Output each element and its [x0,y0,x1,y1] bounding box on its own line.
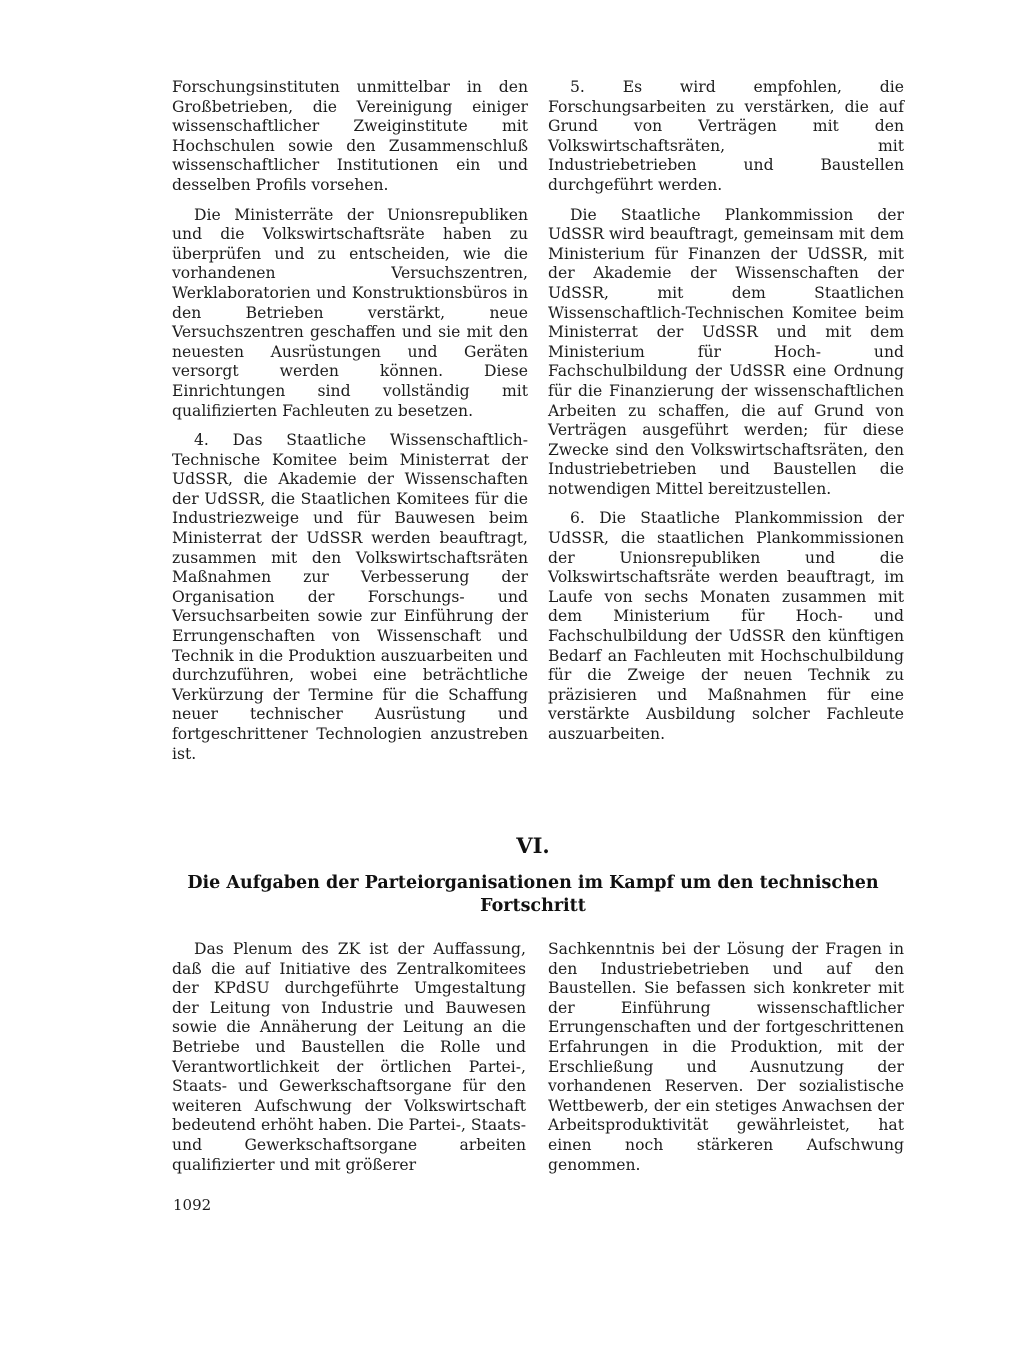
paragraph: Forschungsinstituten unmittelbar in den Großbetrieben, die Vereinigung einiger wissenschaftlicher Zweiginstitute mit Hochschulen sowie den Zusammenschluß wissenschaftlicher Institutionen ein und desselben Profils vorsehen. [172,78,528,194]
lower-right-column [548,940,904,1185]
paragraph: Das Plenum des ZK ist der Auffassung, daß die auf Initiative des Zentralkomitees der KPdSU durchgeführte Umgestaltung der Leitung von Industrie und Bauwesen sowie die Annäherung der Leitung an die Betriebe und Baustellen die Rolle und Verantwortlichkeit der örtlichen Partei-, Staats- und Gewerkschaftsorgane für den weiteren Aufschwung der Volkswirtschaft bedeutend erhöht haben. Die Partei-, Staats- und Gewerkschaftsorgane arbeiten qualifizierter und mit größerer [172,940,526,1174]
page-number: 1092 [173,1196,212,1214]
paragraph: 6. Die Staatliche Plankommission der UdSSR, die staatlichen Plankommissionen der Unionsrepubliken und die Volkswirtschaftsräte werden beauftragt, im Laufe von sechs Monaten zusammen mit dem Ministerium für Hoch- und Fachschulbildung der UdSSR den künftigen Bedarf an Fachleuten mit Hochschulbildung für die Zweige der neuen Technik zu präzisieren und Maßnahmen für eine verstärkte Ausbildung solcher Fachleute auszuarbeiten. [548,509,904,743]
paragraph: Die Staatliche Plankommission der UdSSR wird beauftragt, gemeinsam mit dem Ministerium für Finanzen der UdSSR, mit der Akademie der Wissenschaften der UdSSR, mit dem Staatlichen Wissenschaftlich-Technischen Komitee beim Ministerrat der UdSSR und mit dem Ministerium für Hoch- und Fachschulbildung der UdSSR eine Ordnung für die Finanzierung der wissenschaftlichen Arbeiten zu schaffen, die auf Grund von Verträgen ausgeführt werden; für diese Zwecke sind den Volkswirtschaftsräten, den Industriebetrieben und Baustellen die notwendigen Mittel bereitzustellen. [548,205,904,498]
lower-left-column [172,940,526,1185]
upper-right-column [548,78,904,755]
upper-left-column [172,78,528,774]
section-number: VI. [516,833,550,858]
paragraph: Sachkenntnis bei der Lösung der Fragen in den Industriebetrieben und auf den Baustellen. Sie befassen sich konkreter mit der Einführung wissenschaftlicher Errungenschaften und der fortgeschrittenen Erfahrungen in die Produktion, mit der Erschließung und Ausnutzung der vorhandenen Reserven. Der sozialistische Wettbewerb, der ein stetiges Anwachsen der Arbeitsproduktivität gewährleistet, hat einen noch stärkeren Aufschwung genommen. [548,940,904,1174]
section-title: Die Aufgaben der Parteiorganisationen im Kampf um den technischen Fortschritt [187,873,879,916]
paragraph: Die Ministerräte der Unionsrepubliken und die Volkswirtschaftsräte haben zu überprüfen und zu entscheiden, wie die vorhandenen Versuchszentren, Werklaboratorien und Konstruktionsbüros in den Betrieben verstärkt, neue Versuchszentren geschaffen und sie mit den neuesten Ausrüstungen und Geräten versorgt werden können. Diese Einrichtungen sind vollständig mit qualifizierten Fachleuten zu besetzen. [172,205,528,420]
paragraph: 5. Es wird empfohlen, die Forschungsarbeiten zu verstärken, die auf Grund von Verträgen mit den Volkswirtschaftsräten, mit Industriebetrieben und Baustellen durchgeführt werden. [548,78,904,194]
paragraph: 4. Das Staatliche Wissenschaftlich-Technische Komitee beim Ministerrat der UdSSR, die Akademie der Wissenschaften der UdSSR, die Staatlichen Komitees für die Industriezweige und für Bauwesen beim Ministerrat der UdSSR werden beauftragt, zusammen mit den Volkswirtschaftsräten Maßnahmen zur Verbesserung der Organisation der Forschungs- und Versuchsarbeiten sowie zur Einführung der Errungenschaften von Wissenschaft und Technik in die Produktion auszuarbeiten und durchzuführen, wobei eine beträchtliche Verkürzung der Termine für die Schaffung neuer technischer Ausrüstung und fortgeschrittener Technologien anzustreben ist. [172,431,528,763]
